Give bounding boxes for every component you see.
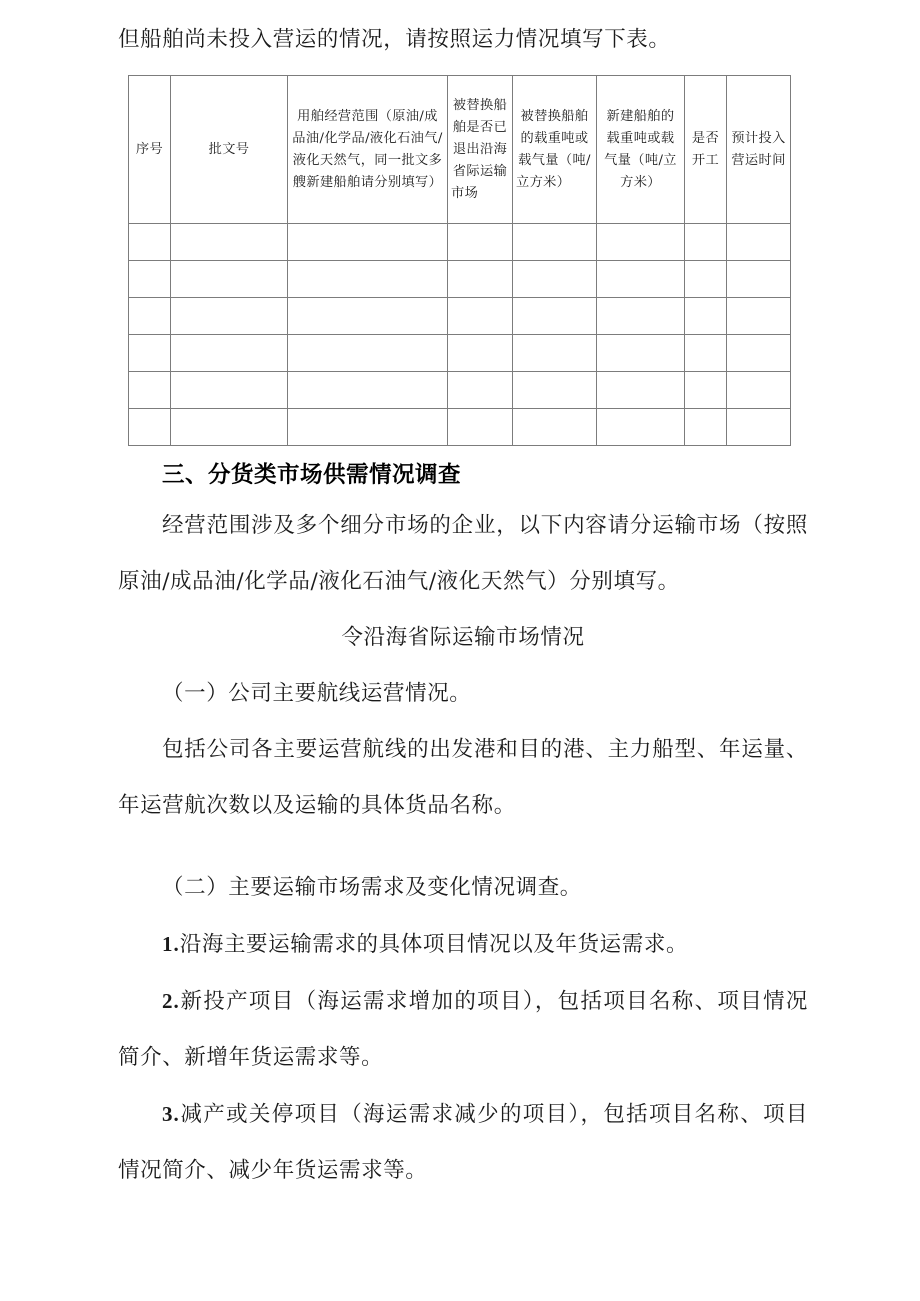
cell-replaced-tonnage[interactable] [513,372,597,409]
cell-new-tonnage[interactable] [597,372,685,409]
cell-replaced-exited[interactable] [448,335,513,372]
table-row[interactable] [129,224,791,261]
cell-replaced-tonnage[interactable] [513,409,597,446]
header-cell-new-tonnage: 新建船舶的载重吨或载气量（吨/立方米） [597,76,685,224]
paragraph-gap [118,834,808,860]
cell-started-construction[interactable] [685,409,727,446]
table-row[interactable] [129,261,791,298]
cell-approval-number[interactable] [171,261,288,298]
numbered-item-2-number: 2 [162,989,174,1013]
cell-replaced-exited[interactable] [448,261,513,298]
cell-new-tonnage[interactable] [597,261,685,298]
cell-business-scope[interactable] [288,335,448,372]
cell-replaced-tonnage[interactable] [513,224,597,261]
paragraph-scope-note: 经营范围涉及多个细分市场的企业，以下内容请分运输市场（按照原油/成品油/化学品/液化石油气/液化天然气）分别填写。 [118,513,808,594]
numbered-item-1 [118,916,808,973]
numbered-item-3-number: 3 [162,1102,174,1126]
cell-approval-number[interactable] [171,372,288,409]
cell-approval-number[interactable] [171,409,288,446]
header-cell-approval-number: 批文号 [171,76,288,224]
paragraph-item-two: （二）主要运输市场需求及变化情况调查。 [162,875,582,900]
numbered-item-3 [118,1086,808,1199]
numbered-item-2 [118,973,808,1086]
cell-business-scope[interactable] [288,372,448,409]
cell-serial[interactable] [129,224,171,261]
cell-new-tonnage[interactable] [597,224,685,261]
cell-business-scope[interactable] [288,261,448,298]
header-cell-serial: 序号 [129,76,171,224]
header-cell-expected-service-date: 预计投入营运时间 [727,76,791,224]
numbered-item-3-text: 减产或关停项目（海运需求减少的项目），包括项目名称、项目情况简介、减少年货运需求等。 [118,1102,808,1183]
cell-expected-service-date[interactable] [727,298,791,335]
cell-approval-number[interactable] [171,298,288,335]
cell-serial[interactable] [129,409,171,446]
table-row[interactable] [129,409,791,446]
cell-replaced-tonnage[interactable] [513,298,597,335]
cell-expected-service-date[interactable] [727,224,791,261]
header-cell-replaced-exited: 被替换船舶是否已退出沿海省际运输市场 [448,76,513,224]
table-header-row [129,76,791,224]
numbered-item-3-dot: . [173,1102,180,1126]
capacity-table [128,75,791,446]
lead-paragraph: 但船舶尚未投入营运的情况，请按照运力情况填写下表。 [118,27,671,52]
cell-started-construction[interactable] [685,224,727,261]
cell-serial[interactable] [129,372,171,409]
top-spacer [118,0,808,12]
cell-started-construction[interactable] [685,335,727,372]
paragraph-coastal-market-title: 令沿海省际运输市场情况 [341,625,585,650]
numbered-item-1-number: 1 [162,932,174,956]
table-row[interactable] [129,335,791,372]
cell-serial[interactable] [129,298,171,335]
cell-started-construction[interactable] [685,298,727,335]
cell-replaced-exited[interactable] [448,298,513,335]
cell-replaced-exited[interactable] [448,224,513,261]
numbered-item-2-dot: . [173,989,180,1013]
header-cell-started-construction: 是否开工 [685,76,727,224]
numbered-item-1-text: 沿海主要运输需求的具体项目情况以及年货运需求。 [179,932,689,957]
header-cell-business-scope: 用舶经营范围（原油/成品油/化学品/液化石油气/液化天然气，同一批文多艘新建船舶请分别填写） [288,76,448,224]
cell-expected-service-date[interactable] [727,372,791,409]
cell-approval-number[interactable] [171,224,288,261]
cell-expected-service-date[interactable] [727,335,791,372]
cell-expected-service-date[interactable] [727,261,791,298]
cell-business-scope[interactable] [288,298,448,335]
paragraph-route-details: 包括公司各主要运营航线的出发港和目的港、主力船型、年运量、年运营航次数以及运输的具体货品名称。 [118,737,808,818]
cell-replaced-tonnage[interactable] [513,335,597,372]
cell-approval-number[interactable] [171,335,288,372]
cell-expected-service-date[interactable] [727,409,791,446]
cell-new-tonnage[interactable] [597,409,685,446]
section-heading-three: 三、分货类市场供需情况调查 [162,462,462,487]
cell-serial[interactable] [129,335,171,372]
capacity-table-wrapper [128,75,790,446]
numbered-item-2-text: 新投产项目（海运需求增加的项目），包括项目名称、项目情况简介、新增年货运需求等。 [118,989,808,1070]
cell-new-tonnage[interactable] [597,298,685,335]
cell-business-scope[interactable] [288,224,448,261]
page-content [118,0,808,1199]
cell-replaced-exited[interactable] [448,409,513,446]
header-cell-replaced-tonnage: 被替换船舶的载重吨或载气量（吨/立方米） [513,76,597,224]
cell-new-tonnage[interactable] [597,335,685,372]
cell-started-construction[interactable] [685,261,727,298]
table-row[interactable] [129,372,791,409]
cell-replaced-tonnage[interactable] [513,261,597,298]
cell-business-scope[interactable] [288,409,448,446]
cell-started-construction[interactable] [685,372,727,409]
cell-replaced-exited[interactable] [448,372,513,409]
numbered-item-1-dot: . [173,932,180,956]
paragraph-item-one: （一）公司主要航线运营情况。 [162,681,472,706]
cell-serial[interactable] [129,261,171,298]
table-row[interactable] [129,298,791,335]
